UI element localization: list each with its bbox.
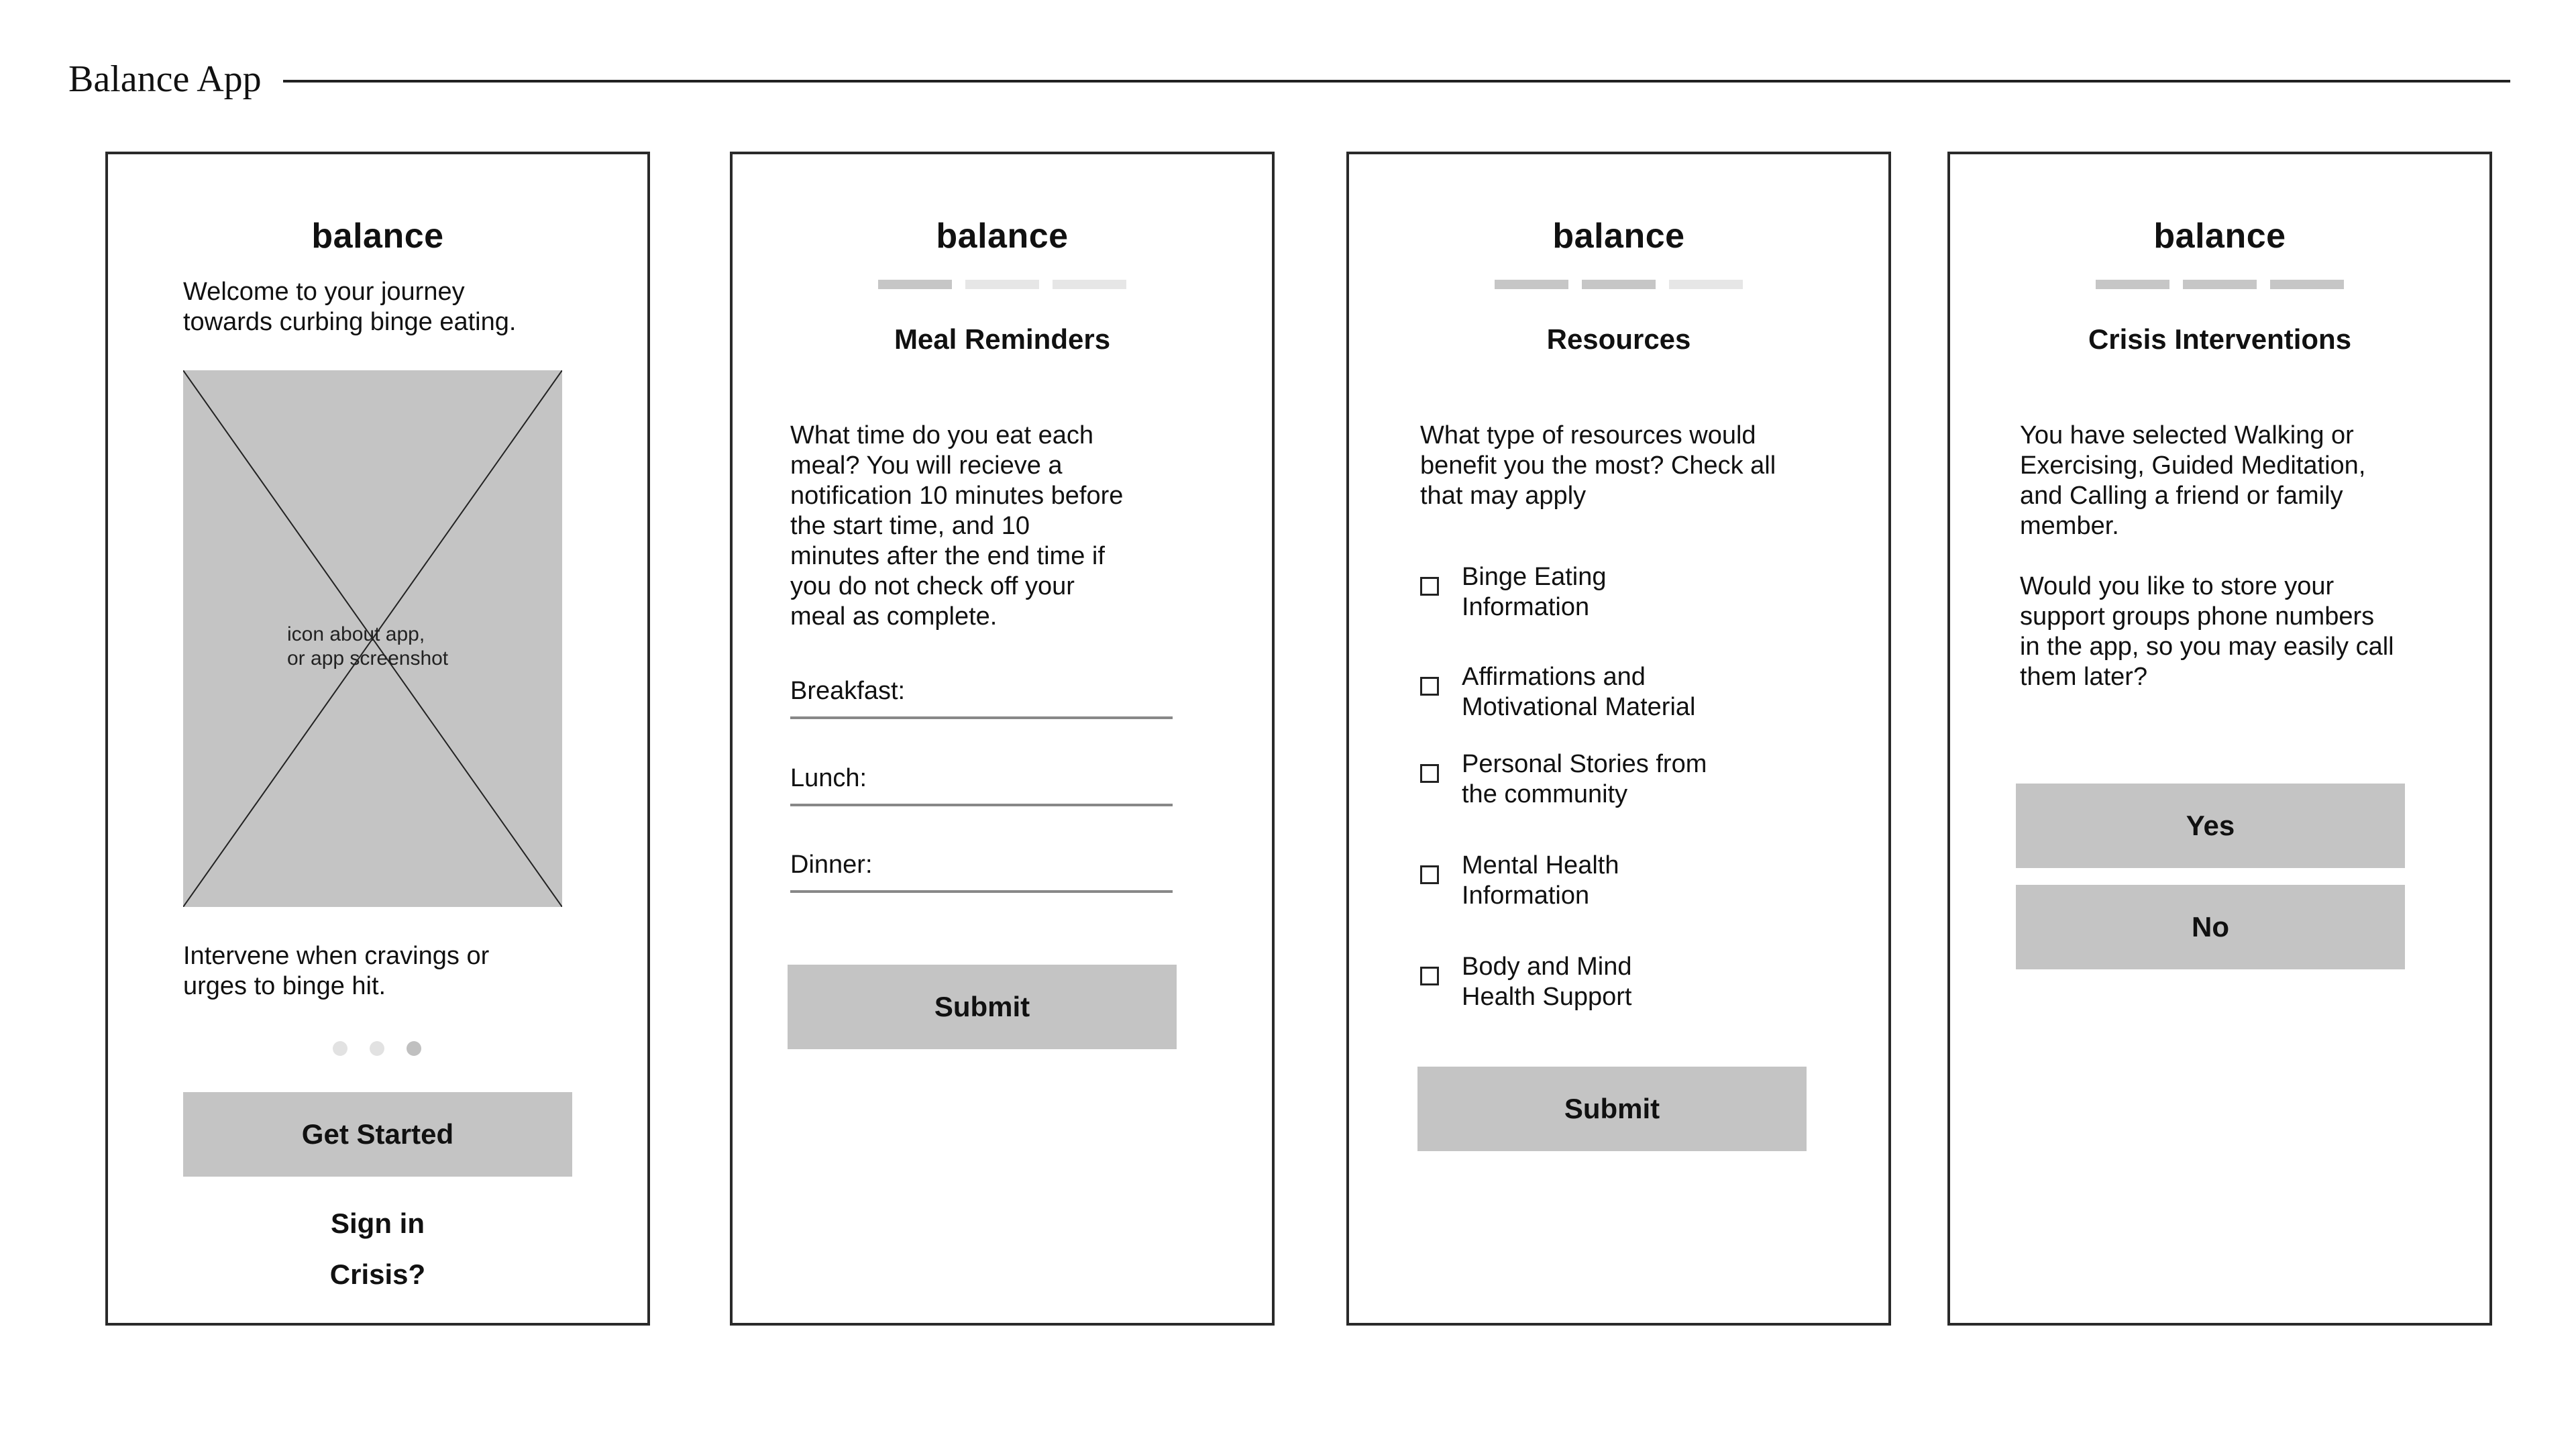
- resource-option[interactable]: [1420, 562, 1607, 623]
- crisis-interventions-screen: [1947, 152, 2492, 1326]
- carousel-dot[interactable]: [333, 1041, 347, 1056]
- progress-segment: [965, 280, 1039, 289]
- carousel-dot[interactable]: [407, 1041, 421, 1056]
- resource-option-label: Personal Stories from the community: [1462, 750, 1707, 808]
- page-header: [68, 52, 2510, 106]
- crisis-message: You have selected Walking or Exercising, Guided Meditation, and Calling a friend or family member. Would you like to store your support groups phone numbers in the app, so you may easily call them later?: [2020, 421, 2394, 691]
- resource-option[interactable]: [1420, 952, 1632, 1012]
- dinner-field[interactable]: [790, 850, 1173, 880]
- progress-segment: [2183, 280, 2257, 289]
- welcome-tagline: Intervene when cravings or urges to binge hit.: [183, 942, 490, 1000]
- resource-option-label: Body and Mind Health Support: [1462, 953, 1632, 1011]
- meal-reminders-screen: [730, 152, 1275, 1326]
- screen-title: Crisis Interventions: [2088, 323, 2352, 355]
- resource-option-label: Binge Eating Information: [1462, 563, 1607, 621]
- progress-segment: [2096, 280, 2169, 289]
- checkbox[interactable]: [1420, 967, 1439, 985]
- breakfast-field[interactable]: [790, 676, 1173, 706]
- no-button[interactable]: No: [2016, 885, 2405, 969]
- yes-button[interactable]: Yes: [2016, 784, 2405, 868]
- screen-title: Resources: [1546, 323, 1691, 355]
- checkbox[interactable]: [1420, 865, 1439, 884]
- get-started-button[interactable]: Get Started: [183, 1092, 572, 1177]
- brand-logo-text: balance: [2153, 217, 2286, 256]
- resource-option-label: Affirmations and Motivational Material: [1462, 663, 1696, 721]
- brand-logo-text: balance: [936, 217, 1069, 256]
- progress-segment: [1495, 280, 1568, 289]
- resources-submit-button[interactable]: Submit: [1417, 1067, 1807, 1151]
- meal-submit-button[interactable]: Submit: [788, 965, 1177, 1049]
- crisis-link[interactable]: Crisis?: [329, 1258, 426, 1290]
- brand-logo-text: balance: [1552, 217, 1685, 256]
- resources-screen: [1346, 152, 1891, 1326]
- breakfast-label: Breakfast:: [790, 677, 906, 705]
- carousel-dot[interactable]: [370, 1041, 384, 1056]
- progress-segment: [1582, 280, 1656, 289]
- sign-in-link[interactable]: Sign in: [331, 1208, 425, 1239]
- resource-option-label: Mental Health Information: [1462, 851, 1619, 910]
- page-title: Balance App: [68, 58, 262, 100]
- resource-option[interactable]: [1420, 749, 1707, 810]
- header-divider: [283, 80, 2510, 83]
- welcome-screen: [105, 152, 650, 1326]
- resources-prompt: What type of resources would benefit you the most? Check all that may apply: [1420, 421, 1776, 510]
- progress-segment: [1669, 280, 1743, 289]
- checkbox[interactable]: [1420, 577, 1439, 596]
- dinner-underline: [790, 890, 1173, 893]
- image-placeholder-caption: icon about app, or app screenshot: [287, 623, 449, 669]
- screen-title: Meal Reminders: [894, 323, 1111, 355]
- dinner-label: Dinner:: [790, 851, 873, 879]
- checkbox[interactable]: [1420, 764, 1439, 783]
- resource-option[interactable]: [1420, 851, 1619, 911]
- lunch-underline: [790, 804, 1173, 806]
- resource-option[interactable]: [1420, 662, 1695, 722]
- progress-segment: [1053, 280, 1126, 289]
- checkbox[interactable]: [1420, 677, 1439, 696]
- progress-segment: [878, 280, 952, 289]
- brand-logo-text: balance: [311, 217, 444, 256]
- lunch-field[interactable]: [790, 763, 1173, 794]
- breakfast-underline: [790, 716, 1173, 719]
- lunch-label: Lunch:: [790, 764, 867, 792]
- meal-prompt: What time do you eat each meal? You will recieve a notification 10 minutes before the start time, and 10 minutes after the end time if you do not check off your meal as complete.: [790, 421, 1124, 631]
- image-placeholder: [183, 370, 562, 907]
- welcome-intro: Welcome to your journey towards curbing binge eating.: [183, 278, 517, 336]
- progress-segment: [2270, 280, 2344, 289]
